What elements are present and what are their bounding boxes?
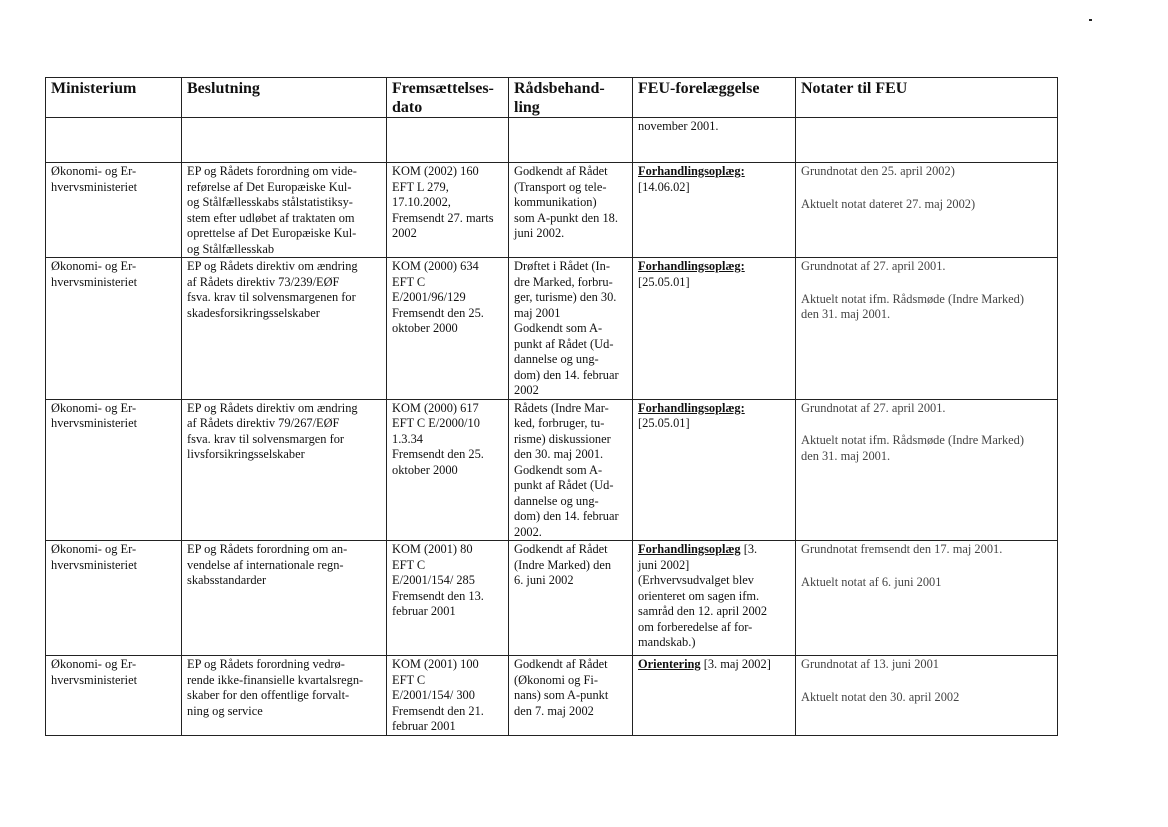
cell-notater — [796, 258, 1058, 400]
cell-beslutning: EP og Rådets direktiv om ændring af Rådets direktiv 73/239/EØF fsva. krav til solvensmargenen for skadesforsikringsselskaber — [182, 258, 387, 400]
note-grundnotat: Grundnotat af 13. juni 2001 — [801, 657, 939, 671]
cell-ministerium: Økonomi- og Er- hvervsministeriet — [46, 656, 182, 736]
cell-beslutning: EP og Rådets forordning om vide- reførelse af Det Europæiske Kul- og Stålfællesskabs stålstatistiksy- stem efter udløbet af traktaten om oprettelse af Det Europæiske Kul- og Stålfællesskab — [182, 163, 387, 258]
cell-dato: KOM (2000) 634 EFT C E/2001/96/129 Fremsendt den 25. oktober 2000 — [387, 258, 509, 400]
cell-ministerium: Økonomi- og Er- hvervsministeriet — [46, 541, 182, 656]
table-row — [46, 656, 1058, 736]
cell-feu — [633, 399, 796, 541]
feu-detail: [25.05.01] — [638, 274, 690, 289]
cell-beslutning: EP og Rådets direktiv om ændring af Rådets direktiv 79/267/EØF fsva. krav til solvensmargen for livsforsikringsselskaber — [182, 399, 387, 541]
header-feu-foreleggelse: FEU-forelæggelse — [633, 78, 796, 118]
cell-empty — [796, 118, 1058, 163]
table-row — [46, 258, 1058, 400]
feu-title: Forhandlingsoplæg: — [638, 400, 745, 415]
cell-dato: KOM (2001) 100 EFT C E/2001/154/ 300 Fremsendt den 21. februar 2001 — [387, 656, 509, 736]
table-row — [46, 541, 1058, 656]
feu-detail: [3. juni 2002] (Erhvervsudvalget blev orienteret om sagen ifm. samråd den 12. april 2002 om forberedelse af for- mandskab.) — [638, 542, 768, 649]
cell-ministerium: Økonomi- og Er- hvervsministeriet — [46, 399, 182, 541]
cell-empty — [46, 118, 182, 163]
cell-ministerium: Økonomi- og Er- hvervsministeriet — [46, 163, 182, 258]
feu-title: Forhandlingsoplæg: — [638, 164, 745, 178]
cell-dato: KOM (2001) 80 EFT C E/2001/154/ 285 Fremsendt den 13. februar 2001 — [387, 541, 509, 656]
feu-detail: [14.06.02] — [638, 179, 690, 194]
table-header-row — [46, 78, 1058, 118]
cell-notater — [796, 399, 1058, 541]
cell-dato: KOM (2002) 160 EFT L 279, 17.10.2002, Fremsendt 27. marts 2002 — [387, 163, 509, 258]
note-aktuelt: Aktuelt notat dateret 27. maj 2002) — [801, 196, 976, 211]
table-row — [46, 163, 1058, 258]
feu-detail: [25.05.01] — [638, 416, 690, 430]
cell-notater — [796, 163, 1058, 258]
note-aktuelt: Aktuelt notat af 6. juni 2001 — [801, 574, 942, 589]
header-ministerium: Ministerium — [46, 78, 182, 118]
note-aktuelt: Aktuelt notat ifm. Rådsmøde (Indre Marked) den 31. maj 2001. — [801, 433, 1024, 463]
cell-feu-continuation: november 2001. — [633, 118, 796, 163]
cell-beslutning: EP og Rådets forordning vedrø- rende ikke-finansielle kvartalsregn- skaber for den offentlige forvalt- ning og service — [182, 656, 387, 736]
cell-notater — [796, 656, 1058, 736]
cell-raadsbehandling: Drøftet i Rådet (In- dre Marked, forbru- ger, turisme) den 30. maj 2001 Godkendt som A- punkt af Rådet (Ud- dannelse og ung- dom) den 14. februar 2002 — [509, 258, 633, 400]
continuation-row — [46, 118, 1058, 163]
decision-table — [45, 77, 1058, 736]
cell-feu — [633, 258, 796, 400]
cell-empty — [182, 118, 387, 163]
cell-feu — [633, 163, 796, 258]
cell-raadsbehandling: Godkendt af Rådet (Transport og tele- kommunikation) som A-punkt den 18. juni 2002. — [509, 163, 633, 258]
feu-detail: [3. maj 2002] — [700, 657, 771, 671]
header-beslutning: Beslutning — [182, 78, 387, 118]
feu-title: Forhandlingsoplæg: — [638, 259, 745, 273]
cell-notater — [796, 541, 1058, 656]
scan-speck — [1089, 19, 1092, 21]
header-notater: Notater til FEU — [796, 78, 1058, 118]
feu-title: Forhandlingsoplæg — [638, 542, 741, 556]
note-aktuelt: Aktuelt notat ifm. Rådsmøde (Indre Marked) den 31. maj 2001. — [801, 291, 1024, 321]
note-aktuelt: Aktuelt notat den 30. april 2002 — [801, 689, 960, 704]
cell-raadsbehandling: Godkendt af Rådet (Økonomi og Fi- nans) som A-punkt den 7. maj 2002 — [509, 656, 633, 736]
header-fremsaettelsesdato: Fremsættelses- dato — [387, 78, 509, 118]
feu-title: Orientering — [638, 657, 701, 671]
cell-raadsbehandling: Godkendt af Rådet (Indre Marked) den 6. juni 2002 — [509, 541, 633, 656]
note-grundnotat: Grundnotat den 25. april 2002) — [801, 164, 955, 178]
cell-feu — [633, 656, 796, 736]
cell-beslutning: EP og Rådets forordning om an- vendelse af internationale regn- skabsstandarder — [182, 541, 387, 656]
note-grundnotat: Grundnotat af 27. april 2001. — [801, 400, 946, 415]
cell-empty — [509, 118, 633, 163]
cell-feu — [633, 541, 796, 656]
cell-raadsbehandling: Rådets (Indre Mar- ked, forbruger, tu- risme) diskussioner den 30. maj 2001. Godkendt som A- punkt af Rådet (Ud- dannelse og ung- dom) den 14. februar 2002. — [509, 399, 633, 541]
header-raadsbehandling: Rådsbehand- ling — [509, 78, 633, 118]
cell-ministerium: Økonomi- og Er- hvervsministeriet — [46, 258, 182, 400]
note-grundnotat: Grundnotat fremsendt den 17. maj 2001. — [801, 542, 1003, 556]
cell-dato: KOM (2000) 617 EFT C E/2000/10 1.3.34 Fremsendt den 25. oktober 2000 — [387, 399, 509, 541]
table-row — [46, 399, 1058, 541]
note-grundnotat: Grundnotat af 27. april 2001. — [801, 259, 946, 273]
cell-empty — [387, 118, 509, 163]
